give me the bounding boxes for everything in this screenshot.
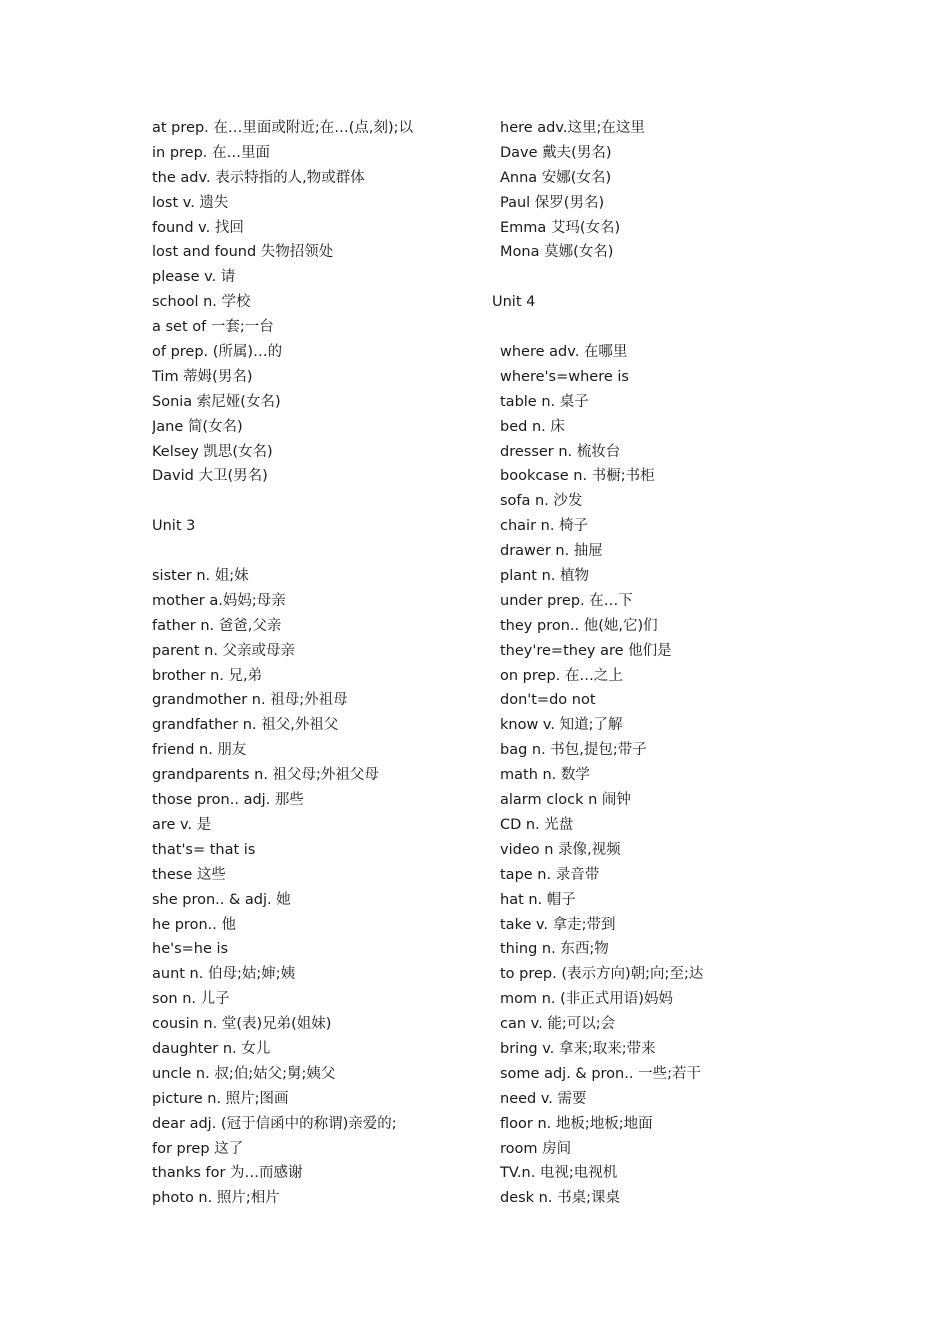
vocab-entry: where's=where is	[500, 368, 629, 385]
vocab-entry: some adj. & pron.. 一些;若干	[500, 1065, 701, 1082]
vocab-entry: plant n. 植物	[500, 568, 590, 585]
vocab-entry: take v. 拿走;带到	[500, 916, 616, 933]
vocab-entry: lost v. 遗失	[152, 194, 229, 211]
vocab-entry: cousin n. 堂(表)兄弟(姐妹)	[152, 1016, 332, 1033]
vocab-entry: thing n. 东西;物	[500, 941, 609, 958]
vocab-entry: father n. 爸爸,父亲	[152, 617, 282, 634]
vocab-entry: parent n. 父亲或母亲	[152, 642, 296, 659]
vocab-entry: drawer n. 抽屉	[500, 543, 603, 560]
blank-line	[152, 539, 482, 564]
vocab-entry: brother n. 兄,弟	[152, 667, 263, 684]
vocab-entry: room 房间	[500, 1140, 572, 1157]
vocab-entry: Jane 简(女名)	[152, 418, 243, 435]
vocab-entry: Mona 莫娜(女名)	[500, 244, 614, 261]
vocab-entry: where adv. 在哪里	[500, 344, 628, 361]
vocab-entry: need v. 需要	[500, 1090, 587, 1107]
vocab-entry: bookcase n. 书橱;书柜	[500, 468, 655, 485]
vocab-entry: lost and found 失物招领处	[152, 244, 334, 261]
vocab-entry: at prep. 在…里面或附近;在…(点,刻);以	[152, 120, 414, 136]
vocab-entry: picture n. 照片;图画	[152, 1090, 289, 1107]
vocab-entry: daughter n. 女儿	[152, 1040, 271, 1057]
vocab-entry: are v. 是	[152, 816, 212, 833]
vocab-entry: she pron.. & adj. 她	[152, 891, 291, 908]
vocab-entry: Sonia 索尼娅(女名)	[152, 393, 281, 410]
vocab-entry: they pron.. 他(她,它)们	[500, 617, 658, 634]
vocab-entry: bag n. 书包,提包;带子	[500, 742, 647, 759]
vocab-entry: Tim 蒂姆(男名)	[152, 368, 253, 385]
vocab-entry: for prep 这了	[152, 1140, 244, 1157]
vocab-entry: of prep. (所属)…的	[152, 344, 283, 361]
vocab-entry: chair n. 椅子	[500, 518, 589, 535]
vocab-entry: Dave 戴夫(男名)	[500, 144, 612, 161]
vocab-entry: floor n. 地板;地板;地面	[500, 1115, 653, 1132]
vocab-entry: photo n. 照片;相片	[152, 1190, 280, 1207]
blank-line	[492, 315, 822, 340]
vocab-entry: those pron.. adj. 那些	[152, 792, 304, 809]
vocab-entry: aunt n. 伯母;姑;婶;姨	[152, 966, 296, 983]
vocab-entry: bed n. 床	[500, 418, 565, 435]
vocab-entry: son n. 儿子	[152, 991, 230, 1008]
vocab-entry: friend n. 朋友	[152, 742, 247, 759]
left-column	[152, 116, 482, 1211]
vocab-entry: found v. 找回	[152, 219, 244, 236]
vocab-entry: mother a.妈妈;母亲	[152, 592, 286, 609]
vocab-entry: sofa n. 沙发	[500, 493, 583, 510]
vocab-entry: please v. 请	[152, 269, 236, 286]
vocab-entry: video n 录像,视频	[500, 841, 621, 858]
vocab-entry: hat n. 帽子	[500, 891, 576, 908]
vocab-entry: a set of 一套;一台	[152, 319, 274, 336]
vocab-entry: TV.n. 电视;电视机	[500, 1165, 618, 1182]
vocab-entry: dear adj. (冠于信函中的称谓)亲爱的;	[152, 1115, 397, 1132]
vocab-entry: Paul 保罗(男名)	[500, 194, 605, 211]
vocab-entry: the adv. 表示特指的人,物或群体	[152, 169, 365, 186]
vocab-entry: grandparents n. 祖父母;外祖父母	[152, 767, 379, 784]
unit-heading: Unit 4	[492, 294, 536, 311]
vocab-entry: don't=do not	[500, 692, 596, 709]
vocab-entry: grandfather n. 祖父,外祖父	[152, 717, 339, 734]
blank-line	[152, 489, 482, 514]
vocab-entry: to prep. (表示方向)朝;向;至;达	[500, 966, 704, 983]
vocab-entry: math n. 数学	[500, 767, 590, 784]
vocab-entry: that's= that is	[152, 841, 256, 858]
vocab-entry: he's=he is	[152, 941, 229, 958]
vocab-entry: school n. 学校	[152, 294, 251, 311]
vocab-entry: Emma 艾玛(女名)	[500, 219, 621, 236]
vocab-entry: grandmother n. 祖母;外祖母	[152, 692, 348, 709]
vocab-entry: in prep. 在…里面	[152, 144, 271, 161]
vocab-entry: they're=they are 他们是	[500, 642, 672, 659]
vocab-entry: these 这些	[152, 866, 226, 883]
vocab-entry: desk n. 书桌;课桌	[500, 1190, 620, 1207]
vocab-entry: mom n. (非正式用语)妈妈	[500, 991, 673, 1008]
vocab-entry: on prep. 在…之上	[500, 667, 623, 684]
vocab-entry: bring v. 拿来;取来;带来	[500, 1040, 656, 1057]
vocab-entry: alarm clock n 闹钟	[500, 792, 631, 809]
vocab-entry: Anna 安娜(女名)	[500, 169, 612, 186]
vocab-entry: under prep. 在…下	[500, 592, 633, 609]
vocab-entry: table n. 桌子	[500, 393, 589, 410]
vocab-entry: thanks for 为…而感谢	[152, 1165, 303, 1182]
right-column	[492, 116, 822, 1211]
vocab-entry: dresser n. 梳妆台	[500, 443, 621, 460]
blank-line	[492, 265, 822, 290]
vocab-entry: sister n. 姐;妹	[152, 568, 249, 585]
vocab-entry: CD n. 光盘	[500, 816, 574, 833]
vocab-entry: tape n. 录音带	[500, 866, 600, 883]
vocab-entry: he pron.. 他	[152, 916, 236, 933]
vocab-entry: David 大卫(男名)	[152, 468, 268, 485]
vocab-entry: Kelsey 凯思(女名)	[152, 443, 273, 460]
vocab-entry: know v. 知道;了解	[500, 717, 623, 734]
vocab-entry: can v. 能;可以;会	[500, 1016, 616, 1033]
unit-heading: Unit 3	[152, 518, 196, 535]
vocab-entry: uncle n. 叔;伯;姑父;舅;姨父	[152, 1065, 336, 1082]
vocab-entry: here adv.这里;在这里	[500, 120, 645, 136]
